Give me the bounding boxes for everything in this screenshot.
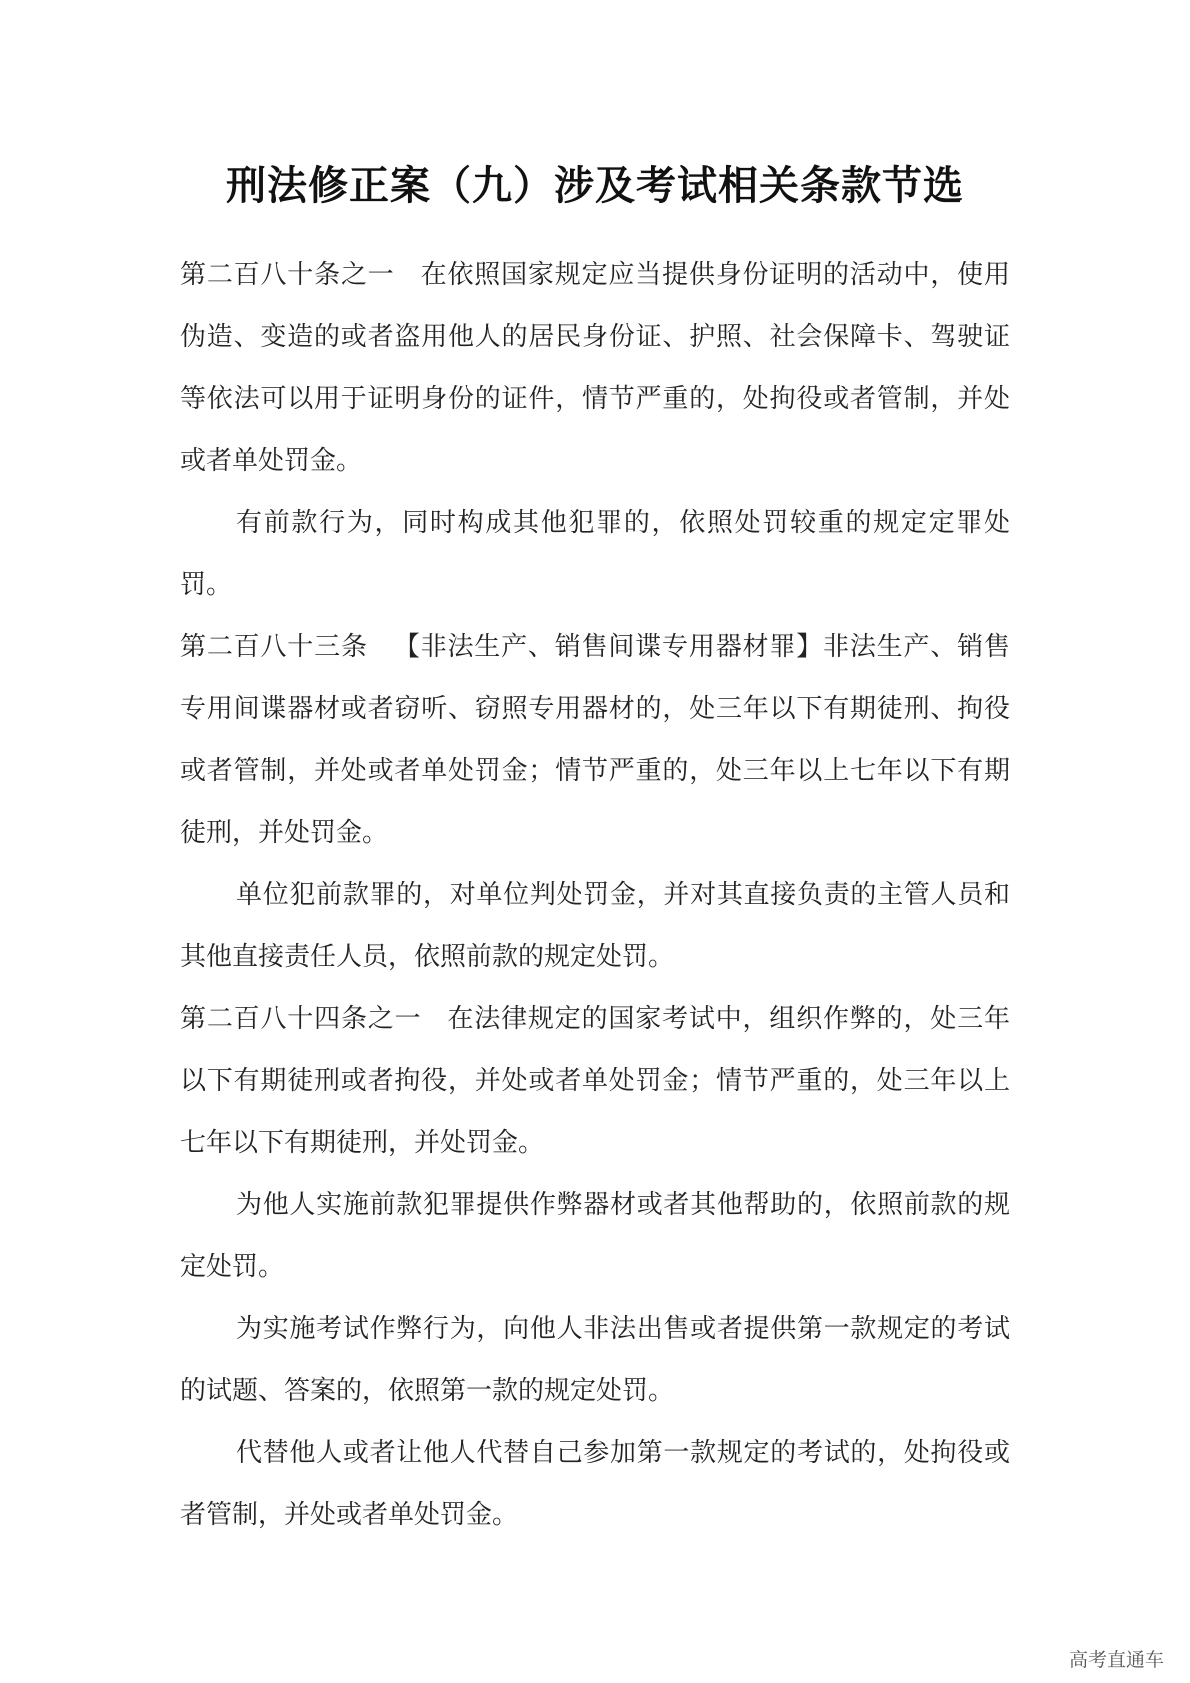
- article-284-1: [180, 988, 1010, 1174]
- article-paragraph: 代替他人或者让他人代替自己参加第一款规定的考试的，处拘役或者管制，并处或者单处罚金。: [180, 1438, 1010, 1530]
- article-heading: 第二百八十四条之一: [180, 1004, 422, 1034]
- article-text: 在法律规定的国家考试中，组织作弊的，处三年以下有期徒刑或者拘役，并处或者单处罚金；情节严重的，处三年以上七年以下有期徒刑，并处罚金。: [180, 1004, 1010, 1158]
- article-paragraph: 单位犯前款罪的，对单位判处罚金，并对其直接负责的主管人员和其他直接责任人员，依照前款的规定处罚。: [180, 880, 1010, 972]
- document-body: [180, 244, 1010, 1546]
- article-text: 在依照国家规定应当提供身份证明的活动中，使用伪造、变造的或者盗用他人的居民身份证、护照、社会保障卡、驾驶证等依法可以用于证明身份的证件，情节严重的，处拘役或者管制，并处或者单处罚金。: [180, 260, 1010, 476]
- watermark-text: 高考直通车: [1068, 1649, 1164, 1671]
- article-paragraph: 为实施考试作弊行为，向他人非法出售或者提供第一款规定的考试的试题、答案的，依照第一款的规定处罚。: [180, 1314, 1010, 1406]
- article-text: 【非法生产、销售间谍专用器材罪】非法生产、销售专用间谍器材或者窃听、窃照专用器材的，处三年以下有期徒刑、拘役或者管制，并处或者单处罚金；情节严重的，处三年以上七年以下有期徒刑，并处罚金。: [180, 632, 1010, 848]
- article-paragraph: 有前款行为，同时构成其他犯罪的，依照处罚较重的规定定罪处罚。: [180, 508, 1010, 600]
- article-280-1: [180, 244, 1010, 492]
- document-title: 刑法修正案（九）涉及考试相关条款节选: [226, 163, 964, 209]
- article-heading: 第二百八十三条: [180, 632, 368, 662]
- article-heading: 第二百八十条之一: [180, 260, 395, 290]
- article-paragraph: 为他人实施前款犯罪提供作弊器材或者其他帮助的，依照前款的规定处罚。: [180, 1190, 1010, 1282]
- article-283: [180, 616, 1010, 864]
